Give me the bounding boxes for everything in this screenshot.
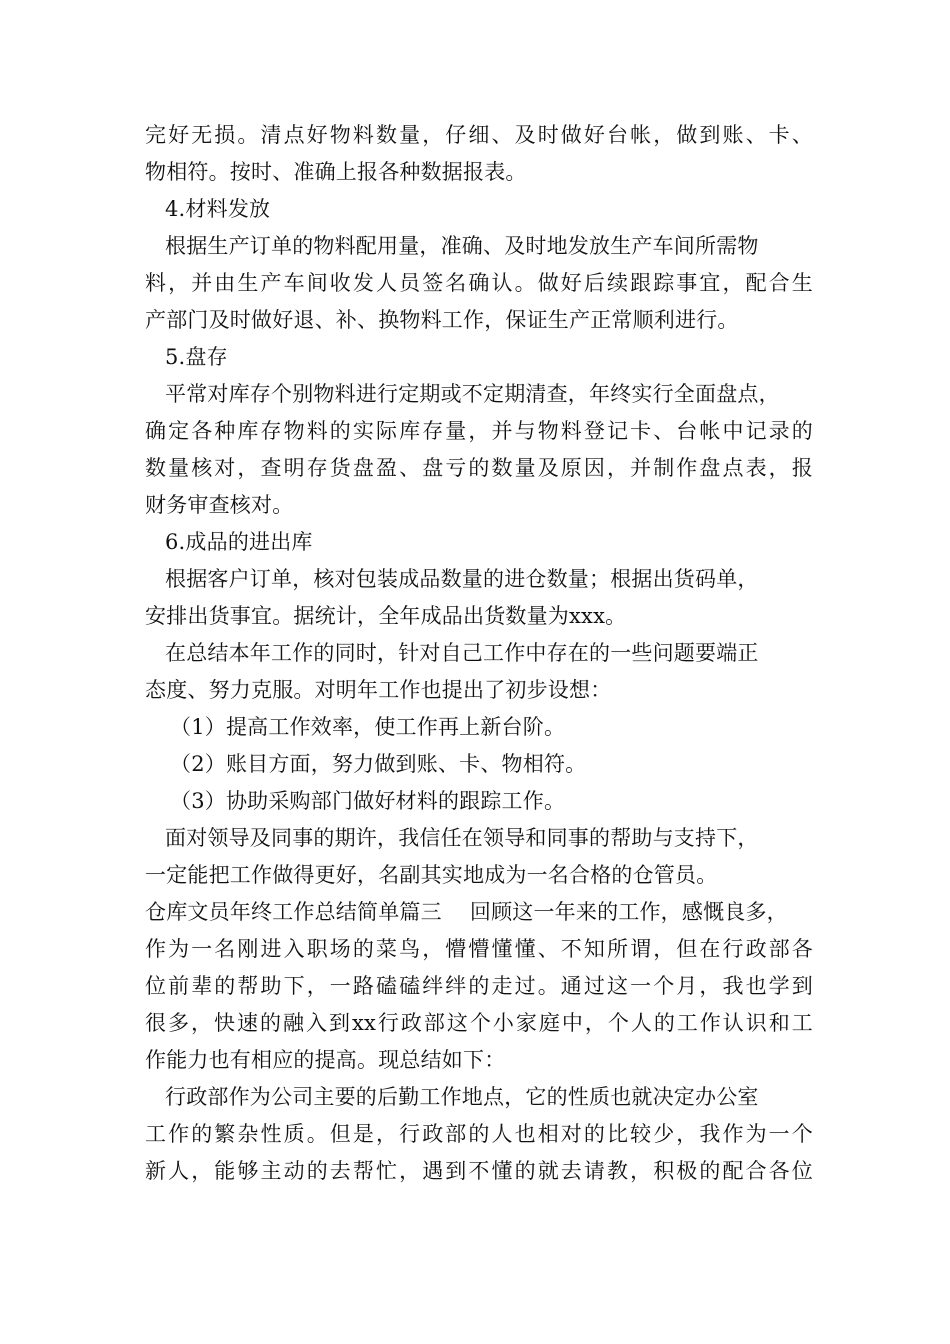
paragraph-line: 在总结本年工作的同时，针对自己工作中存在的一些问题要端正 xyxy=(165,641,759,665)
paragraph-line: 一定能把工作做得更好，名副其实地成为一名合格的仓管员。 xyxy=(145,863,718,887)
paragraph-line: 仓库文员年终工作总结简单篇三 回顾这一年来的工作，感慨良多， xyxy=(145,900,788,924)
paragraph-line: 产部门及时做好退、补、换物料工作，保证生产正常顺利进行。 xyxy=(145,308,739,332)
paragraph-line: 确定各种库存物料的实际库存量，并与物料登记卡、台帐中记录的 xyxy=(145,419,813,443)
paragraph-line: 作为一名刚进入职场的菜鸟，懵懵懂懂、不知所谓，但在行政部各 xyxy=(145,937,813,961)
document-page xyxy=(145,117,813,1190)
paragraph-line: 行政部作为公司主要的后勤工作地点，它的性质也就决定办公室 xyxy=(165,1085,759,1109)
paragraph-line: 新人，能够主动的去帮忙，遇到不懂的就去请教，积极的配合各位 xyxy=(145,1159,813,1183)
section-heading: 5.盘存 xyxy=(165,345,228,369)
paragraph-line: 根据生产订单的物料配用量，准确、及时地发放生产车间所需物 xyxy=(165,234,759,258)
section-heading: 6.成品的进出库 xyxy=(165,530,313,554)
paragraph-line: 很多，快速的融入到xx行政部这个小家庭中，个人的工作认识和工 xyxy=(145,1011,813,1035)
section-heading: 4.材料发放 xyxy=(165,197,271,221)
list-item: （1）提高工作效率，使工作再上新台阶。 xyxy=(170,715,566,739)
paragraph-line: 财务审查核对。 xyxy=(145,493,294,517)
list-item: （2）账目方面，努力做到账、卡、物相符。 xyxy=(170,752,587,776)
paragraph-line: 安排出货事宜。据统计，全年成品出货数量为xxx。 xyxy=(145,604,627,628)
paragraph-line: 物相符。按时、准确上报各种数据报表。 xyxy=(145,160,527,184)
paragraph-line: 作能力也有相应的提高。现总结如下： xyxy=(145,1048,506,1072)
paragraph-line: 态度、努力克服。对明年工作也提出了初步设想： xyxy=(145,678,612,702)
paragraph-line: 平常对库存个别物料进行定期或不定期清查，年终实行全面盘点， xyxy=(165,382,780,406)
paragraph-line: 面对领导及同事的期许，我信任在领导和同事的帮助与支持下， xyxy=(165,826,759,850)
paragraph-line: 料，并由生产车间收发人员签名确认。做好后续跟踪事宜，配合生 xyxy=(145,271,813,295)
paragraph-line: 根据客户订单，核对包装成品数量的进仓数量；根据出货码单， xyxy=(165,567,759,591)
paragraph-line: 数量核对，查明存货盘盈、盘亏的数量及原因，并制作盘点表，报 xyxy=(145,456,813,480)
list-item: （3）协助采购部门做好材料的跟踪工作。 xyxy=(170,789,566,813)
paragraph-line: 完好无损。清点好物料数量，仔细、及时做好台帐，做到账、卡、 xyxy=(145,123,813,147)
paragraph-line: 工作的繁杂性质。但是，行政部的人也相对的比较少，我作为一个 xyxy=(145,1122,813,1146)
paragraph-line: 位前辈的帮助下，一路磕磕绊绊的走过。通过这一个月，我也学到 xyxy=(145,974,813,998)
